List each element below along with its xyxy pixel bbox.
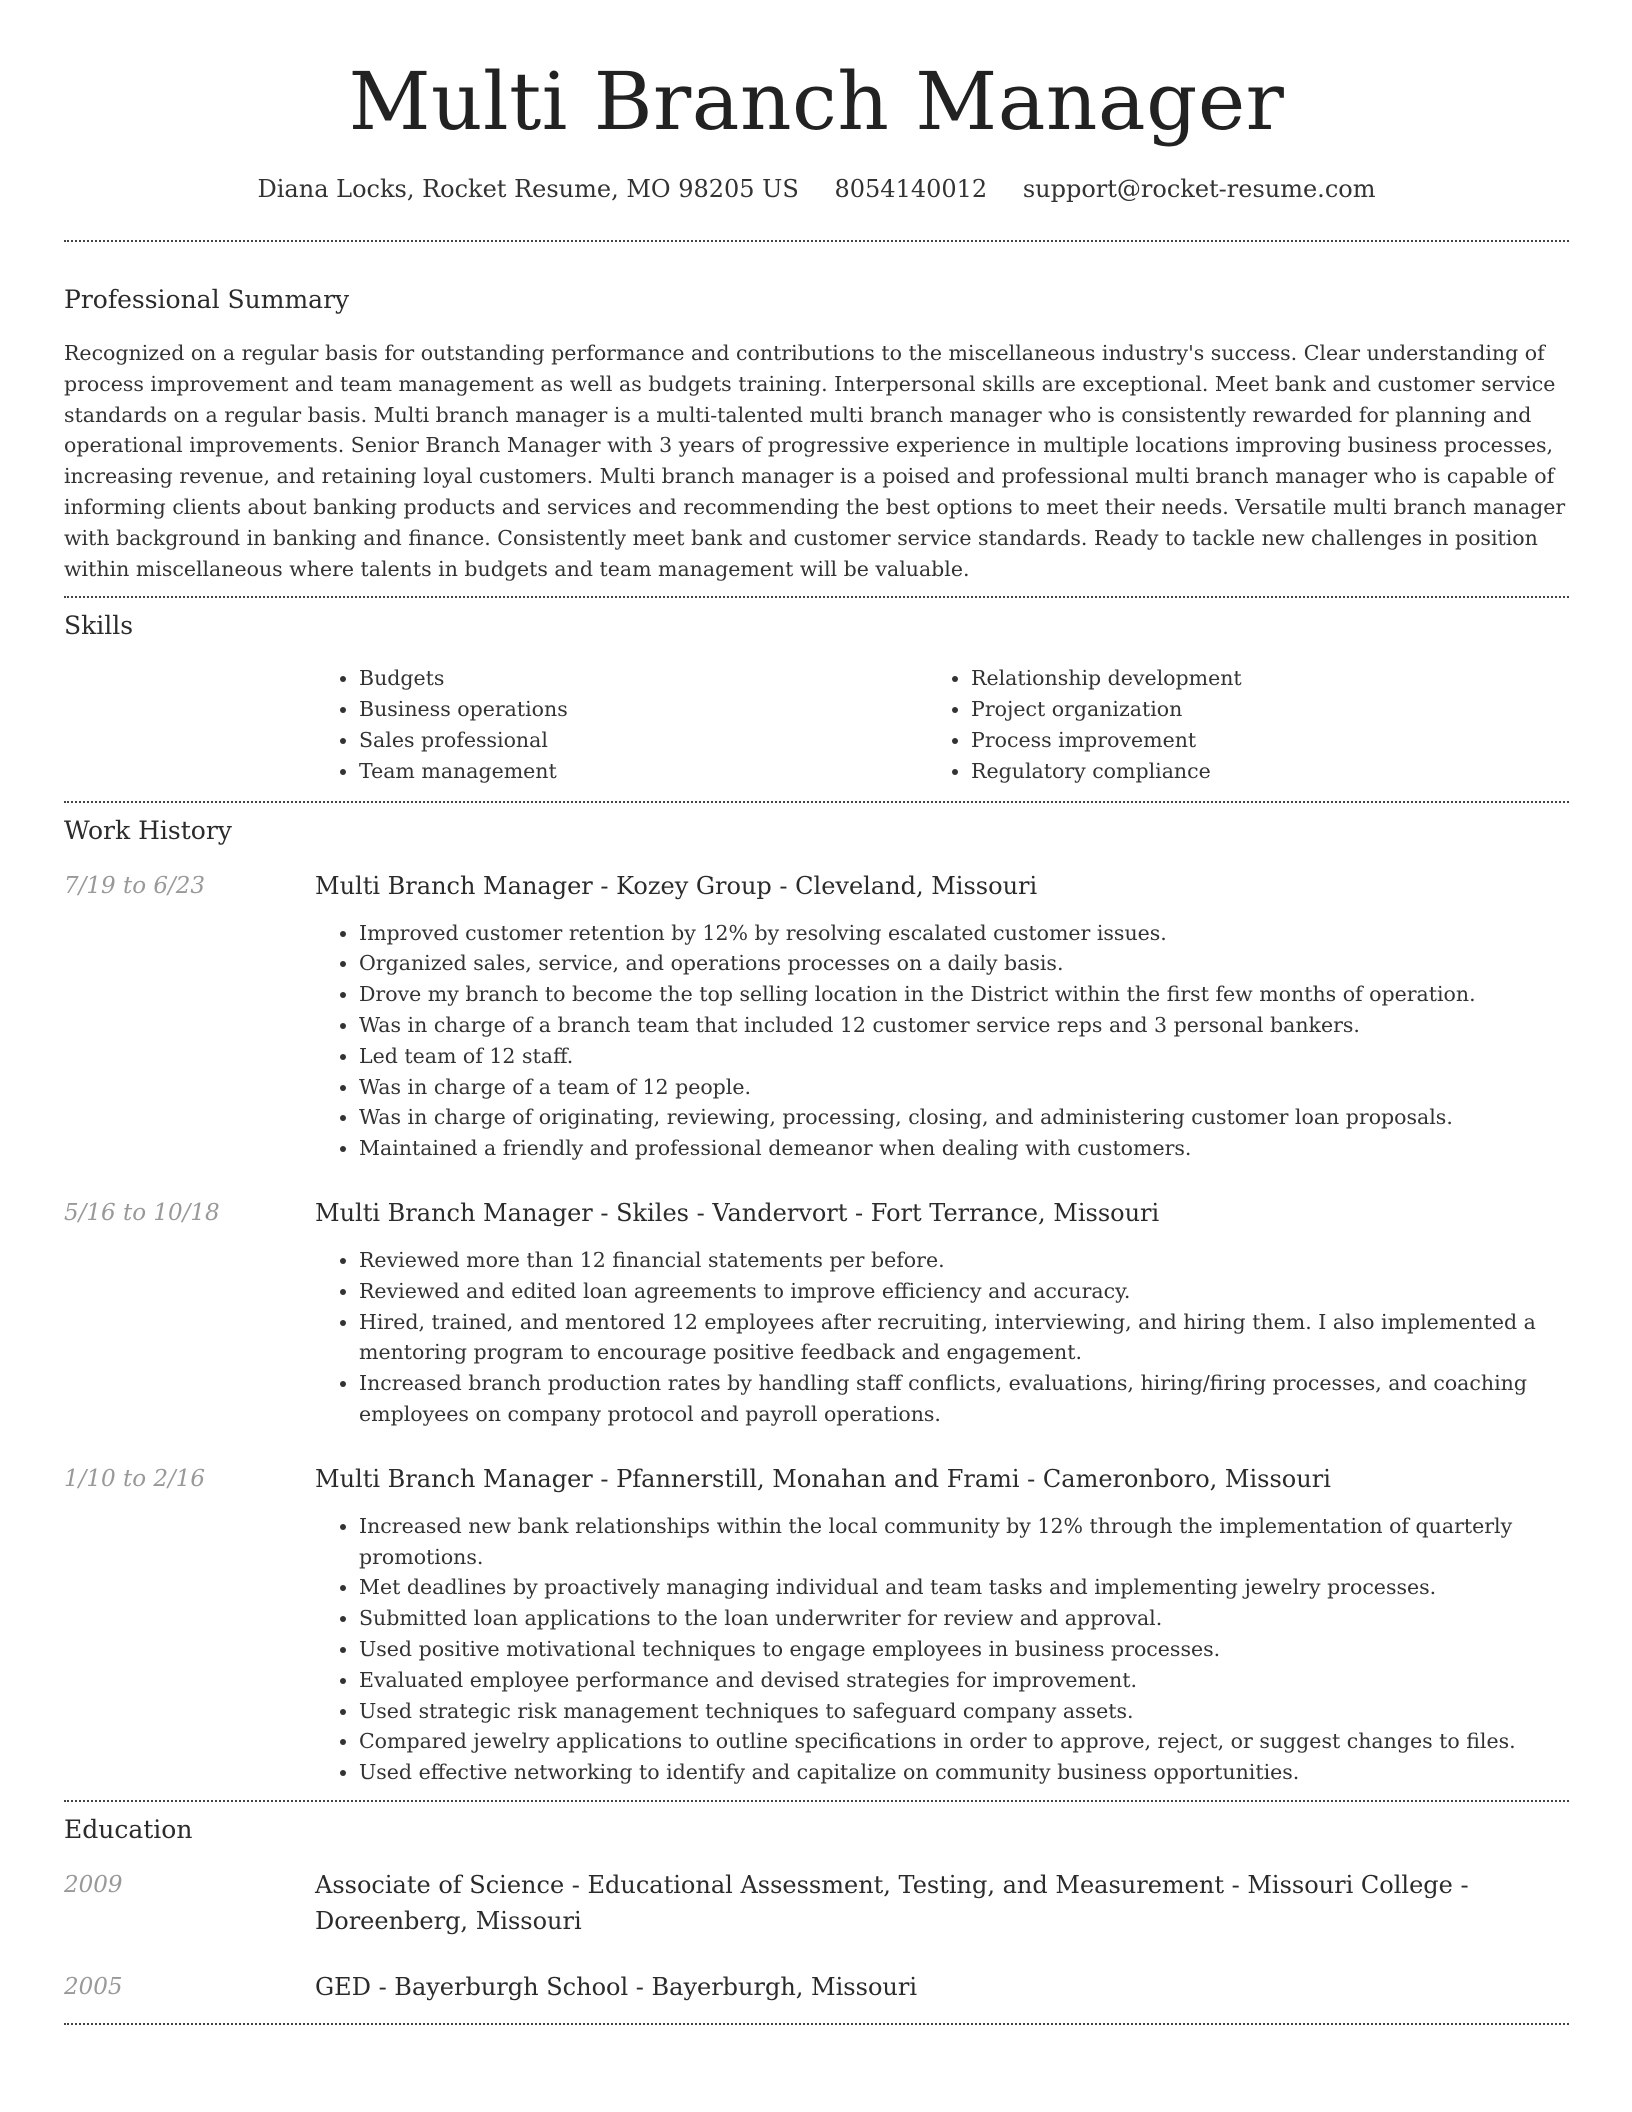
summary-section [64, 242, 1569, 584]
job-bullet: • Maintained a friendly and professional demeanor when dealing with customers. [359, 1133, 1569, 1164]
job-bullet: • Submitted loan applications to the loan underwriter for review and approval. [359, 1603, 1569, 1634]
education-body [315, 1867, 1569, 1939]
skills-list-right [927, 663, 1569, 786]
job-bullet: • Compared jewelry applications to outline specifications in order to approve, reject, or suggest changes to files. [359, 1726, 1569, 1757]
contact-phone: 8054140012 [834, 175, 988, 203]
skill-item: • Budgets [359, 663, 927, 694]
job-bullet: • Reviewed and edited loan agreements to improve efficiency and accuracy. [359, 1276, 1569, 1307]
resume-title: Multi Branch Manager [348, 55, 1285, 148]
education-heading-line: GED - Bayerburgh School - Bayerburgh, Missouri [315, 1972, 917, 2001]
skill-item: • Process improvement [971, 725, 1569, 756]
job-bullet: • Improved customer retention by 12% by resolving escalated customer issues. [359, 918, 1569, 949]
skill-item: • Relationship development [971, 663, 1569, 694]
skill-item: • Business operations [359, 694, 927, 725]
job-dates: 5/16 to 10/18 [64, 1199, 220, 1226]
contact-address: Diana Locks, Rocket Resume, MO 98205 US [257, 175, 799, 203]
education-body [315, 1969, 1569, 2005]
job-bullet: • Met deadlines by proactively managing individual and team tasks and implementing jewelry processes. [359, 1572, 1569, 1603]
contact-line [64, 172, 1569, 206]
job-bullet: • Used positive motivational techniques to engage employees in business processes. [359, 1634, 1569, 1665]
job-bullet: • Used effective networking to identify and capitalize on community business opportunities. [359, 1757, 1569, 1788]
job-bullet: • Used strategic risk management techniques to safeguard company assets. [359, 1696, 1569, 1727]
job-bullets [315, 1511, 1569, 1788]
job-bullet: • Led team of 12 staff. [359, 1041, 1569, 1072]
summary-text: Recognized on a regular basis for outstanding performance and contributions to the miscellaneous industry's success. Clear understanding of process improvement and team management as well as budgets training. Interpersonal skills are exceptional. Meet bank and customer service standards on a regular basis. Multi branch manager is a multi-talented multi branch manager who is consistently rewarded for planning and operational improvements. Senior Branch Manager with 3 years of progressive experience in multiple locations improving business processes, increasing revenue, and retaining loyal customers. Multi branch manager is a poised and professional multi branch manager who is capable of informing clients about banking products and services and recommending the best options to meet their needs. Versatile multi branch manager with background in banking and finance. Consistently meet bank and customer service standards. Ready to tackle new challenges in position within miscellaneous where talents in budgets and team management will be valuable. [64, 341, 1566, 581]
skill-item: • Sales professional [359, 725, 927, 756]
job-bullets [315, 1245, 1569, 1430]
contact-email: support@rocket-resume.com [1022, 175, 1376, 203]
job-bullet: • Increased branch production rates by handling staff conflicts, evaluations, hiring/firing processes, and coaching employees on company protocol and payroll operations. [359, 1368, 1569, 1430]
job-bullet: • Evaluated employee performance and devised strategies for improvement. [359, 1665, 1569, 1696]
job-bullet: • Was in charge of a branch team that included 12 customer service reps and 3 personal bankers. [359, 1010, 1569, 1041]
skill-item: • Project organization [971, 694, 1569, 725]
skills-list-left [315, 663, 927, 786]
job-bullet: • Organized sales, service, and operations processes on a daily basis. [359, 948, 1569, 979]
job-heading: Multi Branch Manager - Kozey Group - Cleveland, Missouri [315, 871, 1038, 900]
job-bullet: • Reviewed more than 12 financial statements per before. [359, 1245, 1569, 1276]
education-entry [64, 1867, 1569, 1939]
job-bullet: • Increased new bank relationships within the local community by 12% through the implementation of quarterly promotions. [359, 1511, 1569, 1573]
job-body [315, 868, 1569, 1164]
job-entry [64, 1195, 1569, 1430]
skill-item: • Team management [359, 756, 927, 787]
summary-heading: Professional Summary [64, 285, 350, 314]
job-heading: Multi Branch Manager - Pfannerstill, Monahan and Frami - Cameronboro, Missouri [315, 1464, 1331, 1493]
job-body [315, 1195, 1569, 1430]
work-heading: Work History [64, 815, 232, 845]
job-heading: Multi Branch Manager - Skiles - Vandervort - Fort Terrance, Missouri [315, 1198, 1160, 1227]
skills-grid [315, 663, 1569, 786]
education-year: 2009 [64, 1871, 123, 1898]
skills-section [64, 598, 1569, 786]
work-section [64, 803, 1569, 1788]
job-bullet: • Drove my branch to become the top selling location in the District within the first few months of operation. [359, 979, 1569, 1010]
job-bullet: • Was in charge of a team of 12 people. [359, 1072, 1569, 1103]
education-heading: Education [64, 1814, 193, 1844]
resume-page [64, 0, 1569, 2025]
education-year: 2005 [64, 1973, 123, 2000]
education-entry [64, 1969, 1569, 2005]
job-dates: 7/19 to 6/23 [64, 872, 206, 899]
skill-item: • Regulatory compliance [971, 756, 1569, 787]
job-dates: 1/10 to 2/16 [64, 1465, 206, 1492]
education-heading-line: Associate of Science - Educational Assessment, Testing, and Measurement - Missouri College - Doreenberg, Missouri [315, 1870, 1469, 1935]
skills-heading: Skills [64, 611, 134, 641]
job-bullets [315, 918, 1569, 1164]
job-entry [64, 1461, 1569, 1788]
job-entry [64, 868, 1569, 1164]
divider [64, 2023, 1569, 2025]
job-body [315, 1461, 1569, 1788]
job-bullet: • Was in charge of originating, reviewing, processing, closing, and administering customer loan proposals. [359, 1102, 1569, 1133]
job-bullet: • Hired, trained, and mentored 12 employees after recruiting, interviewing, and hiring them. I also implemented a mentoring program to encourage positive feedback and engagement. [359, 1307, 1569, 1369]
education-section [64, 1802, 1569, 2005]
